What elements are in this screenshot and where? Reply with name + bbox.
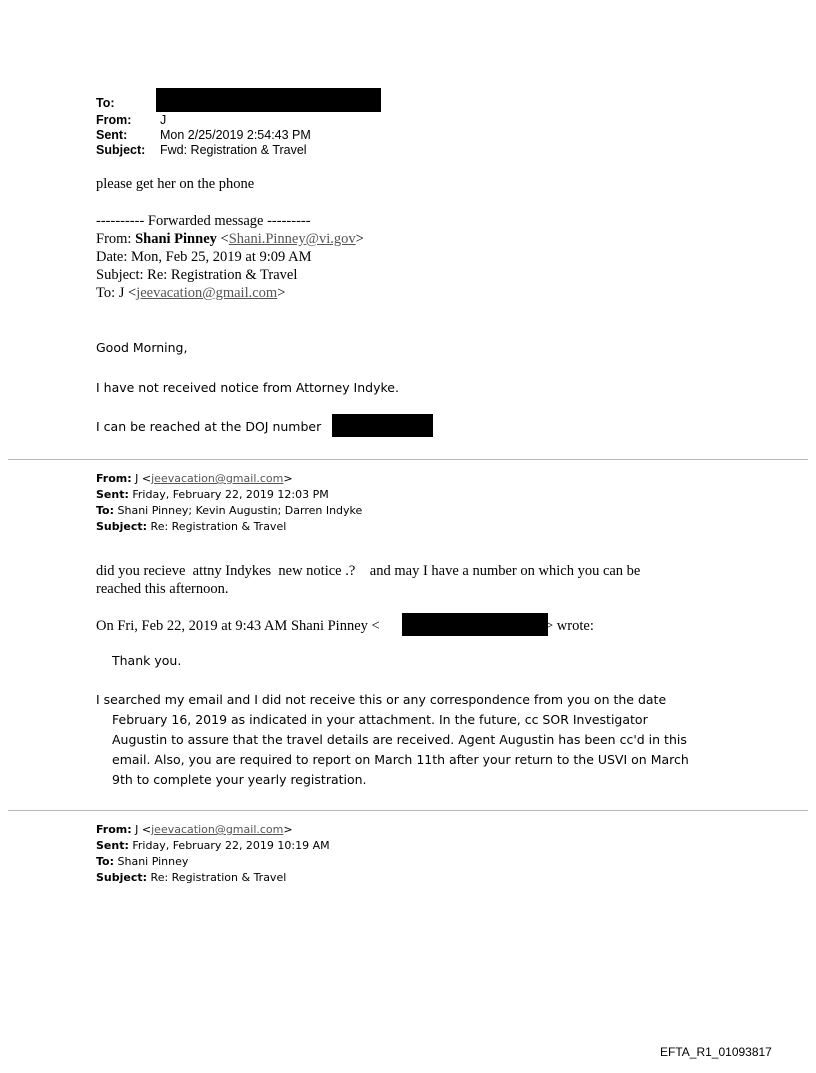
subject-value: Fwd: Registration & Travel <box>160 143 307 157</box>
email2-from-line: From: J <jeevacation@gmail.com> <box>96 472 293 485</box>
message1-line1: I have not received notice from Attorney Indyke. <box>96 380 399 395</box>
quoted-paragraph-line: Augustin to assure that the travel details are received. Agent Augustin has been cc'd in this <box>112 732 687 747</box>
quoted-paragraph-line: email. Also, you are required to report on March 11th after your return to the USVI on March <box>112 752 689 767</box>
email2-sent-line: Sent: Friday, February 22, 2019 12:03 PM <box>96 488 329 501</box>
forwarded-from-email-link[interactable]: Shani.Pinney@vi.gov <box>228 231 356 247</box>
quote-intro-prefix: On Fri, Feb 22, 2019 at 9:43 AM Shani Pinney < <box>96 618 380 634</box>
greeting: Good Morning, <box>96 340 188 355</box>
from-value: J <box>160 113 167 127</box>
email3-to-line: To: Shani Pinney <box>96 855 189 868</box>
redaction-box <box>156 88 381 112</box>
sent-label: Sent: <box>96 128 128 142</box>
redaction-box <box>402 613 548 636</box>
forwarded-to-email-link[interactable]: jeevacation@gmail.com <box>136 285 278 301</box>
forwarded-from-line: From: Shani Pinney <Shani.Pinney@vi.gov> <box>96 231 364 247</box>
email2-to-line: To: Shani Pinney; Kevin Augustin; Darren Indyke <box>96 504 363 517</box>
to-label: To: <box>96 96 115 110</box>
divider-line <box>8 459 808 460</box>
email2-body-line2: reached this afternoon. <box>96 581 229 597</box>
email3-subject-line: Subject: Re: Registration & Travel <box>96 871 287 884</box>
quoted-paragraph-line: I searched my email and I did not receive this or any correspondence from you on the date <box>96 692 667 707</box>
message1-line2: I can be reached at the DOJ number <box>96 419 322 434</box>
subject-label: Subject: <box>96 143 146 157</box>
intro-note: please get her on the phone <box>96 176 255 192</box>
email2-subject-line: Subject: Re: Registration & Travel <box>96 520 287 533</box>
forwarded-date-line: Date: Mon, Feb 25, 2019 at 9:09 AM <box>96 249 312 265</box>
quoted-paragraph-line: February 16, 2019 as indicated in your attachment. In the future, cc SOR Investigator <box>112 712 648 727</box>
forwarded-divider: ---------- Forwarded message --------- <box>96 213 311 229</box>
quote-intro-suffix: > wrote: <box>545 618 594 634</box>
redaction-box <box>332 414 433 437</box>
email2-from-email-link[interactable]: jeevacation@gmail.com <box>151 472 284 485</box>
from-label: From: <box>96 113 132 127</box>
document-id: EFTA_R1_01093817 <box>660 1045 772 1059</box>
forwarded-subject-line: Subject: Re: Registration & Travel <box>96 267 298 283</box>
sent-value: Mon 2/25/2019 2:54:43 PM <box>160 128 311 142</box>
forwarded-to-line: To: J <jeevacation@gmail.com> <box>96 285 286 301</box>
forwarded-from-name: Shani Pinney <box>135 231 217 247</box>
email3-from-line: From: J <jeevacation@gmail.com> <box>96 823 293 836</box>
quoted-thanks: Thank you. <box>112 653 182 668</box>
quoted-paragraph-line: 9th to complete your yearly registration. <box>112 772 367 787</box>
divider-line <box>8 810 808 811</box>
quoted-paragraph <box>96 690 796 790</box>
email3-sent-line: Sent: Friday, February 22, 2019 10:19 AM <box>96 839 330 852</box>
email3-from-email-link[interactable]: jeevacation@gmail.com <box>151 823 284 836</box>
email2-body-line1: did you recieve attny Indykes new notice .? and may I have a number on which you can be <box>96 563 641 579</box>
